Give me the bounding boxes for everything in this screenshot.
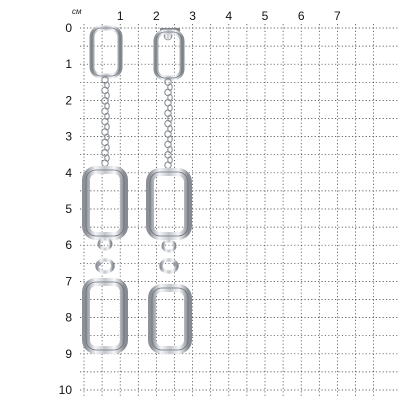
left-earring-top-frame-edge <box>92 28 120 76</box>
right-earring-middle-frame-edge <box>150 172 188 236</box>
left-scale-label: 8 <box>65 310 72 325</box>
left-scale-label: 1 <box>65 57 72 72</box>
left-scale-labels <box>59 21 73 397</box>
left-earring-bead <box>97 262 101 266</box>
right-earring-middle-frame <box>150 172 188 236</box>
left-earring-middle-frame-edge <box>86 170 124 236</box>
top-scale-label: 2 <box>153 9 160 23</box>
top-scale-label: 4 <box>225 9 233 23</box>
top-scale-label: 1 <box>116 9 124 23</box>
left-earring-ring-2 <box>97 260 113 272</box>
unit-cm-label: см <box>72 7 82 16</box>
left-earring-chain <box>102 77 109 167</box>
right-earring-bead <box>173 262 177 266</box>
left-earring-middle-frame <box>86 170 124 236</box>
chain-link <box>102 160 108 166</box>
left-scale-label: 0 <box>65 21 72 35</box>
top-scale-labels <box>117 9 341 23</box>
right-earring-bottom-frame-edge <box>152 288 188 350</box>
left-earring-bottom-frame <box>86 282 124 350</box>
left-scale-label: 9 <box>65 346 72 361</box>
left-scale-label: 10 <box>58 383 72 397</box>
top-scale-label: 5 <box>261 9 269 23</box>
left-earring-ring-1 <box>99 239 111 249</box>
left-scale-label: 3 <box>65 129 72 144</box>
top-scale-label: 6 <box>297 9 305 23</box>
left-scale-label: 4 <box>65 165 72 180</box>
left-earring-top-frame <box>92 28 120 76</box>
right-earring-bottom-frame <box>152 288 188 350</box>
left-earring-bottom-frame-edge <box>86 282 124 350</box>
chain-link <box>165 162 171 168</box>
left-scale-label: 5 <box>65 202 72 216</box>
left-scale-label: 6 <box>65 238 72 253</box>
right-earring <box>150 28 188 350</box>
left-scale-label: 7 <box>65 274 72 289</box>
top-scale-label: 3 <box>189 9 196 23</box>
left-earring <box>86 28 124 350</box>
top-scale-label: 7 <box>334 9 341 23</box>
unit-label <box>72 7 82 16</box>
right-earring-ring-1 <box>163 241 175 251</box>
left-scale-label: 2 <box>65 93 72 108</box>
